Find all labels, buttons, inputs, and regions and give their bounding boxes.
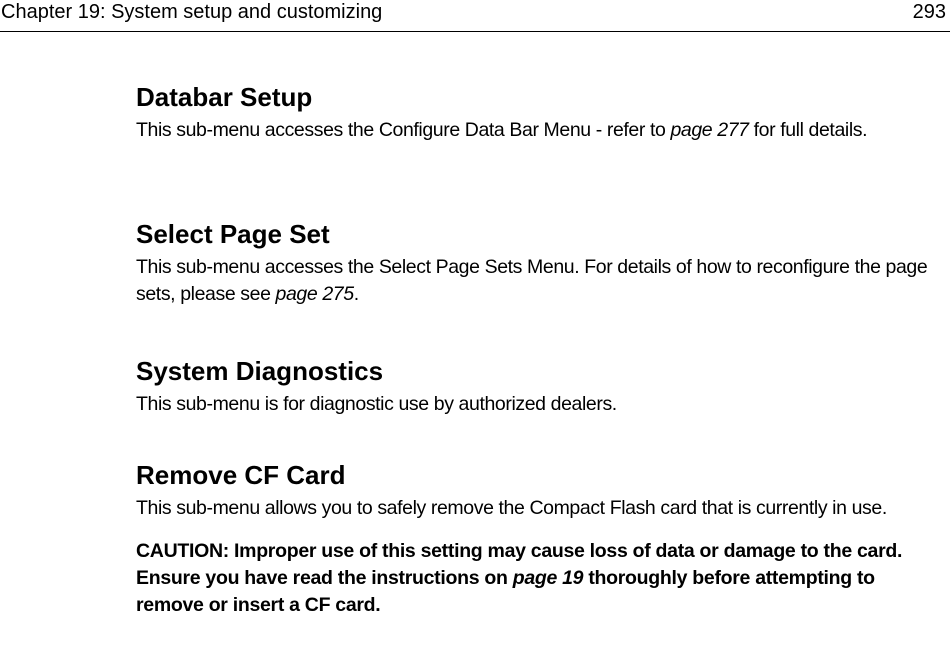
body-text-run: This sub-menu accesses the Select Page Sets Menu. For details of how to reconfigure the page sets, please see	[136, 256, 928, 305]
section-remove-cf-card	[136, 458, 942, 619]
page-reference-link[interactable]: page 275	[275, 283, 354, 305]
caution-note	[136, 538, 942, 619]
section-body	[136, 254, 942, 308]
section-body	[136, 117, 942, 144]
page-reference-link[interactable]: page 19	[512, 567, 584, 589]
section-heading: Databar Setup	[136, 82, 313, 112]
body-text-run: for full details.	[748, 119, 868, 141]
body-text-run: This sub-menu accesses the Configure Data Bar Menu - refer to	[136, 119, 671, 141]
body-text-run: .	[353, 283, 359, 305]
section-select-page-set	[136, 217, 942, 308]
running-header	[0, 0, 950, 32]
section-databar-setup	[136, 80, 942, 144]
caution-text-run: CAUTION: Improper use of this setting may cause loss of data or damage to the card. Ensure you have read the instructions on	[136, 540, 903, 589]
section-body: This sub-menu allows you to safely remove the Compact Flash card that is currently in use.	[136, 497, 887, 519]
page-number: 293	[912, 1, 946, 23]
section-heading: System Diagnostics	[136, 356, 384, 386]
section-heading: Select Page Set	[136, 219, 330, 249]
page-reference-link[interactable]: page 277	[670, 119, 749, 141]
section-system-diagnostics	[136, 354, 942, 418]
section-heading: Remove CF Card	[136, 460, 346, 490]
caution-text-run: thoroughly before attempting to remove or insert a CF card.	[136, 567, 875, 616]
section-body: This sub-menu is for diagnostic use by authorized dealers.	[136, 393, 617, 415]
chapter-title: Chapter 19: System setup and customizing	[1, 1, 383, 23]
